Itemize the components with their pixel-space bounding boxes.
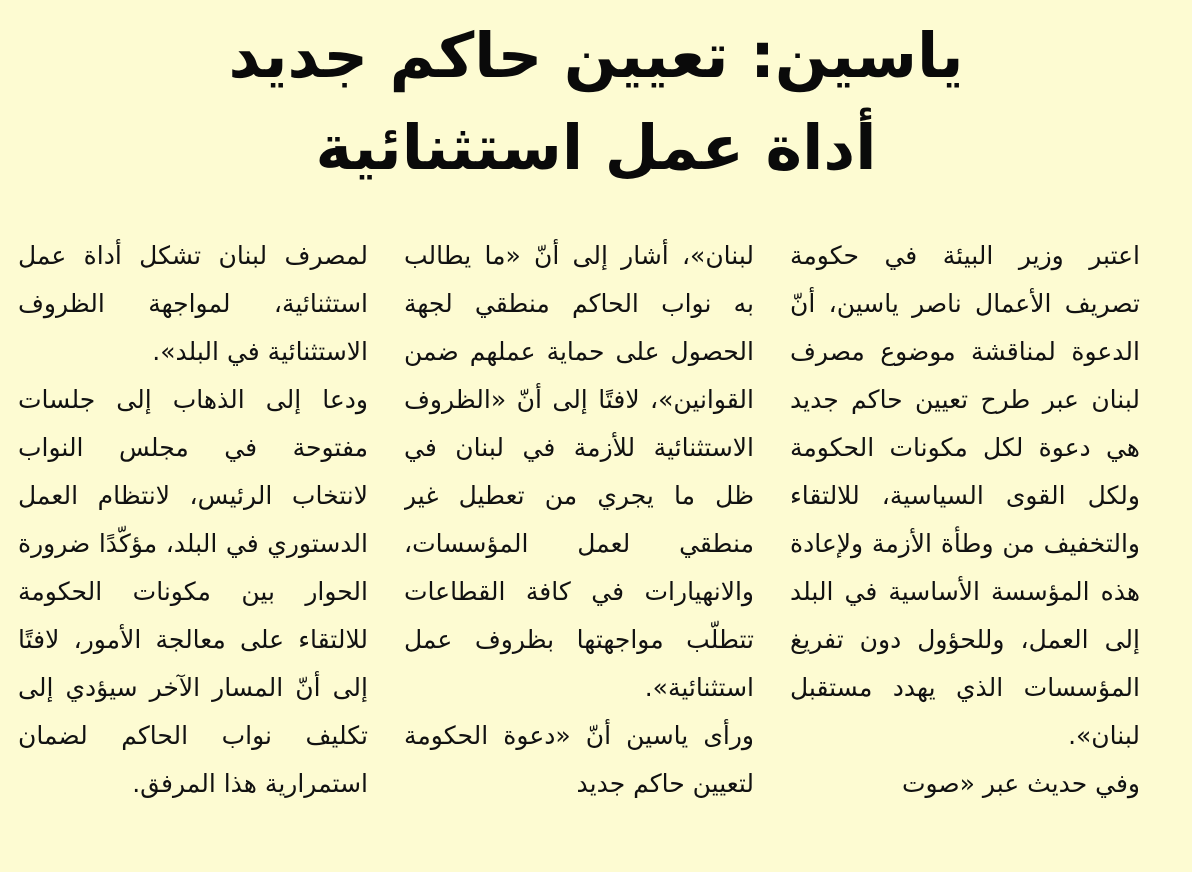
column-3-paragraph-1: لمصرف لبنان تشكل أداة عمل استثنائية، لمواجهة الظروف الاستثنائية في البلد». (18, 241, 368, 366)
article-body (18, 232, 1140, 862)
column-1-paragraph-2: وفي حديث عبر «صوت (901, 769, 1140, 798)
column-2-paragraph-2: ورأى ياسين أنّ «دعوة الحكومة لتعيين حاكم جديد (404, 721, 754, 798)
headline-line-2: أداة عمل استثنائية (315, 111, 877, 184)
article-headline (0, 10, 1192, 194)
column-1-paragraph-1: اعتبر وزير البيئة في حكومة تصريف الأعمال ناصر ياسين، أنّ الدعوة لمناقشة موضوع مصرف لبنان عبر طرح تعيين حاكم جديد هي دعوة لكل مكونات الحكومة ولكل القوى السياسية، للالتقاء والتخفيف من وطأة الأزمة ولإعادة هذه المؤسسة الأساسية في البلد إلى العمل، وللحؤول دون تفريغ المؤسسات الذي يهدد مستقبل لبنان». (790, 241, 1140, 750)
article-column-3 (18, 232, 368, 862)
article-column-1 (790, 232, 1140, 862)
column-3-paragraph-2: ودعا إلى الذهاب إلى جلسات مفتوحة في مجلس النواب لانتخاب الرئيس، لانتظام العمل الدستوري في البلد، مؤكّدًا ضرورة الحوار بين مكونات الحكومة للالتقاء على معالجة الأمور، لافتًا إلى أنّ المسار الآخر سيؤدي إلى تكليف نواب الحاكم لضمان استمرارية هذا المرفق. (18, 385, 368, 798)
headline-line-1: ياسين: تعيين حاكم جديد (228, 19, 964, 92)
article-column-2 (404, 232, 754, 862)
column-2-paragraph-1: لبنان»، أشار إلى أنّ «ما يطالب به نواب الحاكم منطقي لجهة الحصول على حماية عملهم ضمن القوانين»، لافتًا إلى أنّ «الظروف الاستثنائية للأزمة في لبنان في ظل ما يجري من تعطيل غير منطقي لعمل المؤسسات، والانهيارات في كافة القطاعات تتطلّب مواجهتها بظروف عمل استثنائية». (404, 241, 754, 702)
